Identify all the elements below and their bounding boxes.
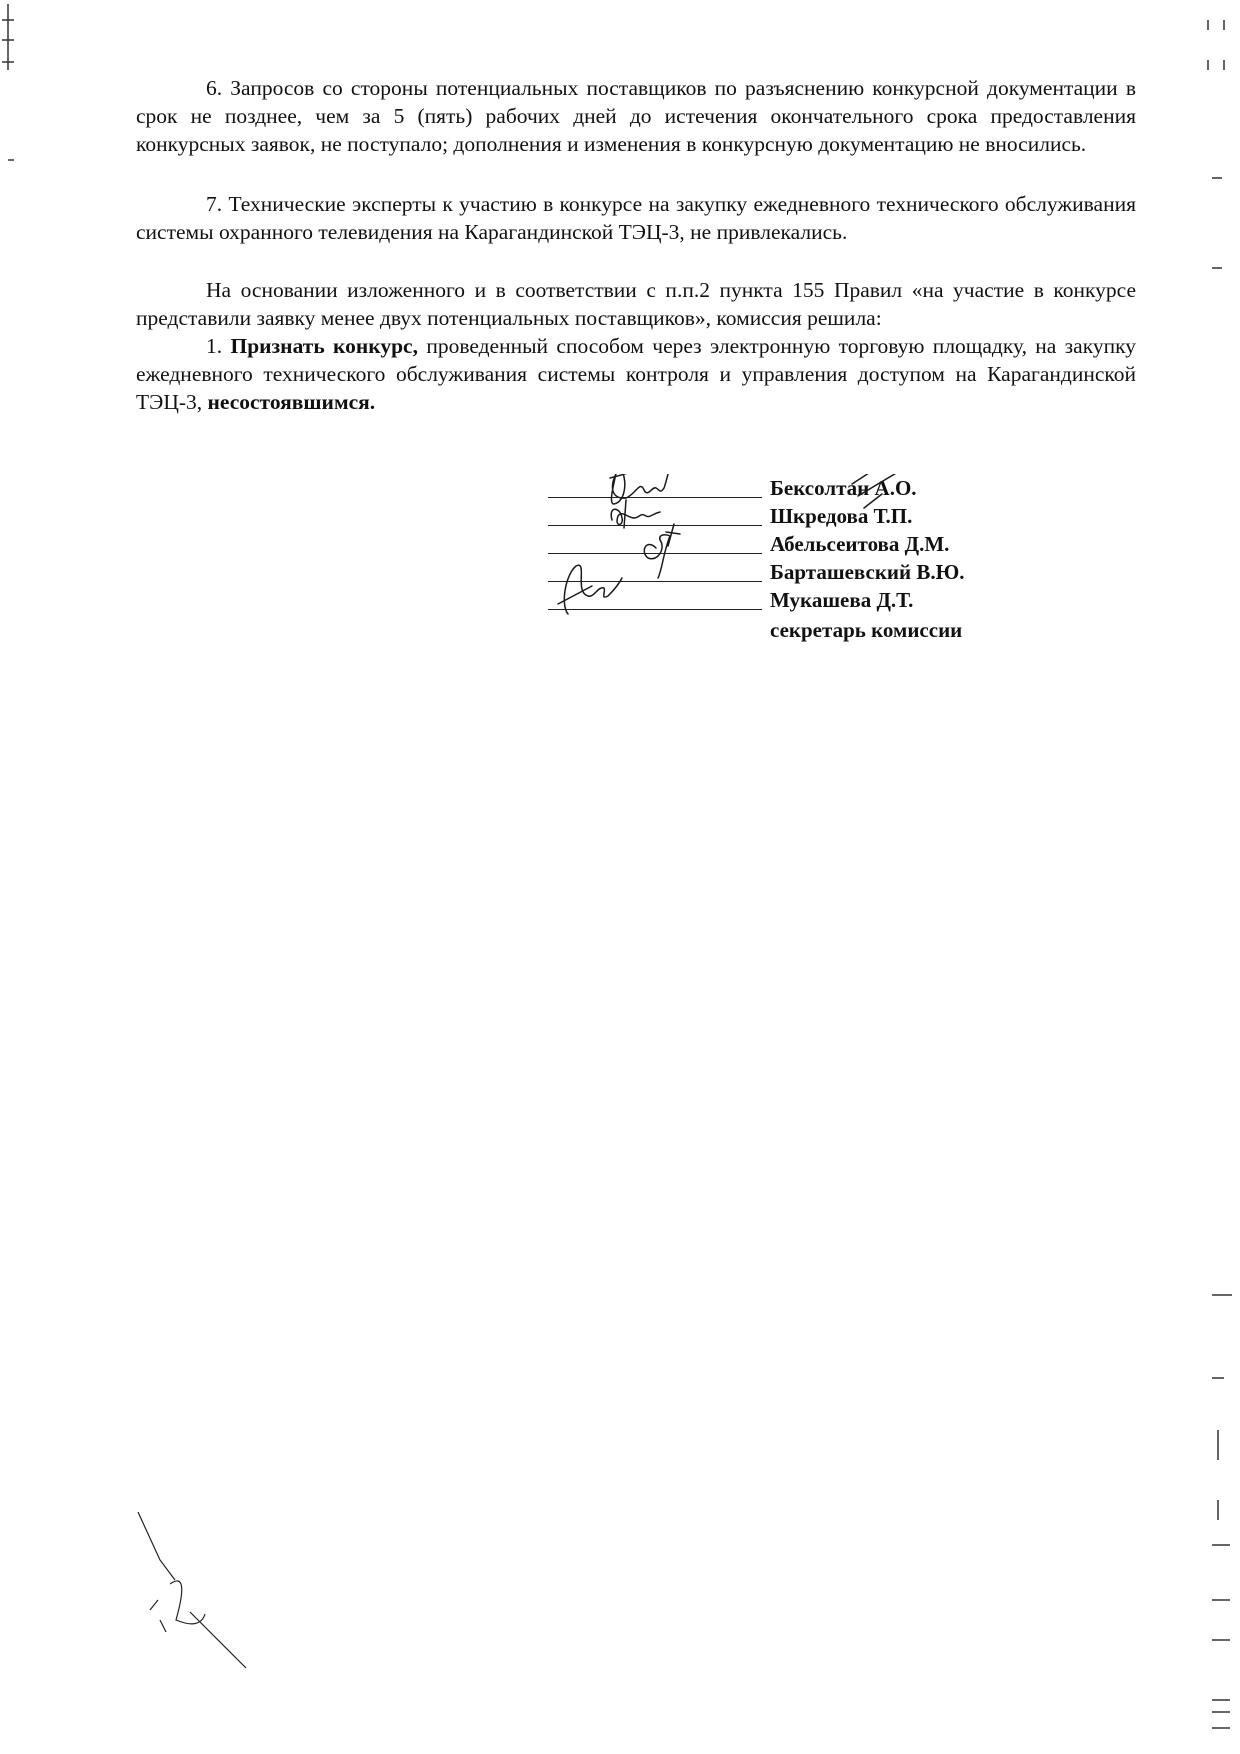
decision-paragraph: [136, 332, 1136, 416]
handwritten-signatures: [548, 474, 1008, 654]
decision-bold-tail: несостоявшимся.: [207, 390, 376, 414]
signatory-name: Бексолтан А.О.: [770, 476, 917, 500]
signatory-name: Барташевский В.Ю.: [770, 560, 965, 584]
signatory-name: Абельсеитова Д.М.: [770, 532, 950, 556]
decision-bold-lead: Признать конкурс,: [230, 334, 418, 358]
paragraph-6: 6. Запросов со стороны потенциальных поставщиков по разъяснению конкурсной документации в срок не позднее, чем за 5 (пять) рабочих дней до истечения окончательного срока предоставления конкурсных заявок, не поступало; дополнения и изменения в конкурсную документацию не вносились.: [136, 76, 1136, 156]
signatory-name: Шкредова Т.П.: [770, 504, 913, 528]
signatory-name: Мукашева Д.Т.: [770, 588, 914, 612]
paragraph-7: 7. Технические эксперты к участию в конкурсе на закупку ежедневного технического обслуживания системы охранного телевидения на Карагандинской ТЭЦ-3, не привлекались.: [136, 192, 1136, 244]
secretary-label: секретарь комиссии: [770, 618, 963, 642]
decision-text: проведенный способом через электронную торговую площадку, на закупку ежедневного технического обслуживания системы контроля и управления доступом на Карагандинской ТЭЦ-3,: [136, 334, 1136, 414]
decision-number: 1.: [206, 334, 223, 358]
paragraph-basis: На основании изложенного и в соответствии с п.п.2 пункта 155 Правил «на участие в конкурсе представили заявку менее двух потенциальных поставщиков», комиссия решила:: [136, 278, 1136, 330]
signature-block: [548, 474, 1008, 654]
